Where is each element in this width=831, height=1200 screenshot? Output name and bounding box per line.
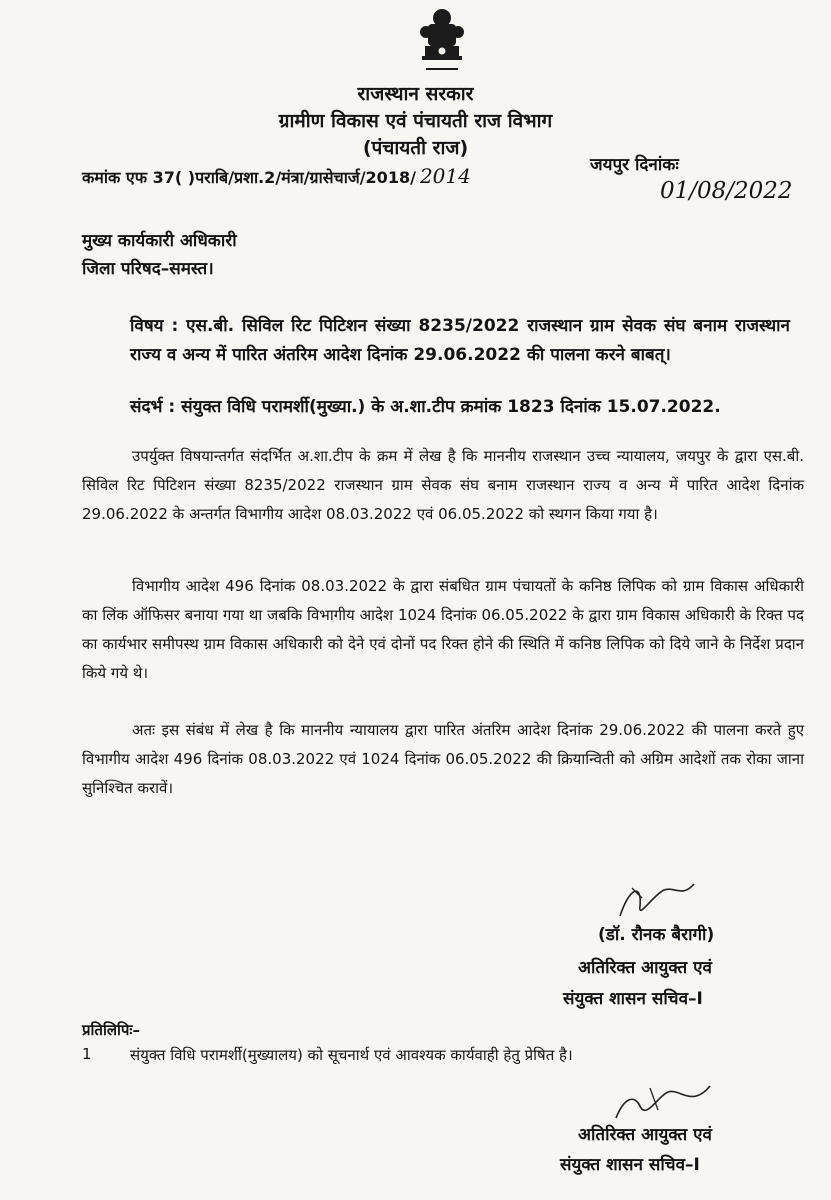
government-name: राजस्थान सरकार (357, 83, 474, 105)
addressee-designation: मुख्य कार्यकारी अधिकारी (82, 231, 237, 251)
signatory-name: (डॉ. रौनक बैरागी) (598, 925, 715, 945)
copy-heading: प्रतिलिपिः– (82, 1021, 140, 1039)
copy-item-text: संयुक्त विधि परामर्शी(मुख्यालय) को सूचनार्थ एवं आवश्यक कार्यवाही हेतु प्रेषित है। (130, 1046, 573, 1064)
handwritten-number: 2014 (419, 164, 471, 188)
subject-line: विषय : एस.बी. सिविल रिट पिटिशन संख्या 8235/2022 राजस्थान ग्राम सेवक संघ बनाम राजस्थान राज्य व अन्य में पारित अंतरिम आदेश दिनांक 29.06.2022 की पालना करने बाबत्। (130, 316, 790, 365)
signatory-designation-2: संयुक्त शासन सचिव–I (563, 989, 703, 1009)
department-subtitle: (पंचायती राज) (362, 137, 469, 159)
signature-scribble-1 (612, 876, 702, 926)
copy-signatory-designation-1: अतिरिक्त आयुक्त एवं (578, 1125, 712, 1145)
reference-number-text: कमांक एफ 37( )पराबि/प्रशा.2/मंत्रा/ग्रासेचार्ज/2018/ (82, 168, 416, 187)
place-date-label: जयपुर दिनांकः (590, 155, 679, 175)
addressee-office: जिला परिषद–समस्त। (82, 259, 214, 279)
reference-line: संदर्भ : संयुक्त विधि परामर्शी(मुख्या.) के अ.शा.टीप क्रमांक 1823 दिनांक 15.07.2022. (130, 397, 721, 417)
body-paragraph-2: विभागीय आदेश 496 दिनांक 08.03.2022 के द्वारा संबधित ग्राम पंचायतों के कनिष्ठ लिपिक को ग्राम विकास अधिकारी का लिंक ऑफिसर बनाया गया था जबकि विभागीय आदेश 1024 दिनांक 06.05.2022 के द्वारा ग्राम विकास अधिकारी के रिक्त पद का कार्यभार समीपस्थ ग्राम विकास अधिकारी को देने एवं दोनों पद रिक्त होने की स्थिति में कनिष्ठ लिपिक को दिये जाने के निर्देश प्रदान किये गये थे। (82, 577, 804, 682)
department-name: ग्रामीण विकास एवं पंचायती राज विभाग (278, 110, 553, 132)
body-paragraph-3: अतः इस संबंध में लेख है कि माननीय न्यायालय द्वारा पारित अंतरिम आदेश दिनांक 29.06.2022 की पालना करते हुए विभागीय आदेश 496 दिनांक 08.03.2022 एवं 1024 दिनांक 06.05.2022 की क्रियान्विती को अग्रिम आदेशों तक रोका जाना सुनिश्चित करावें। (82, 721, 804, 797)
body-paragraph-1: उपर्युक्त विषयान्तर्गत संदर्भित अ.शा.टीप के क्रम में लेख है कि माननीय राजस्थान उच्च न्यायालय, जयपुर के द्वारा एस.बी. सिविल रिट पिटिशन संख्या 8235/2022 राजस्थान ग्राम सेवक संघ बनाम राजस्थान राज्य व अन्य में पारित आदेश दिनांक 29.06.2022 के अन्तर्गत विभागीय आदेश 08.03.2022 एवं 06.05.2022 को स्थगन किया गया है। (82, 447, 804, 523)
copy-signatory-designation-2: संयुक्त शासन सचिव–I (560, 1155, 700, 1175)
reference-number (82, 164, 471, 188)
signatory-designation-1: अतिरिक्त आयुक्त एवं (578, 958, 712, 978)
handwritten-date: 01/08/2022 (660, 178, 793, 204)
state-emblem-icon (414, 6, 470, 78)
copy-item-number: 1 (82, 1045, 92, 1063)
